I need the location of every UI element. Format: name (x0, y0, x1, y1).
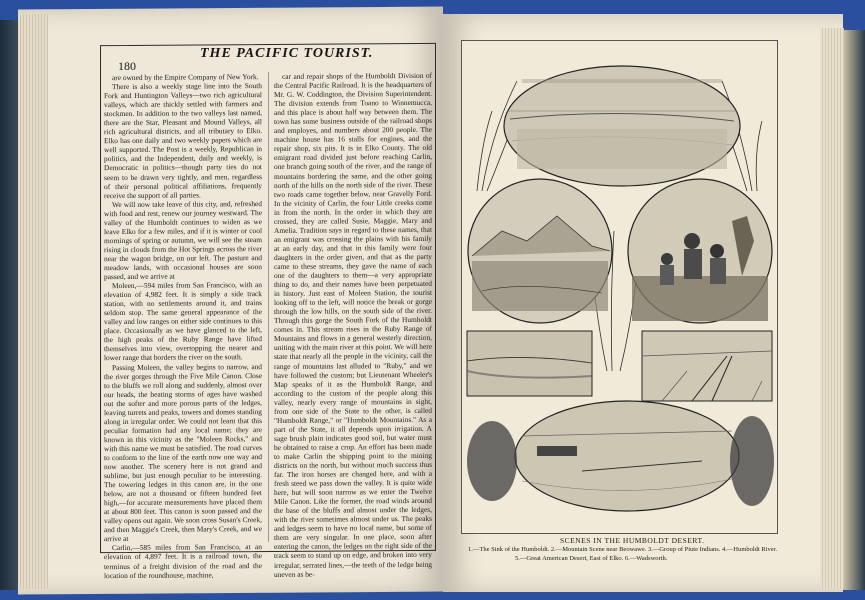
scene-group-of-piute-indians (628, 179, 772, 323)
page-number: 180 (118, 59, 136, 73)
text-column-right (274, 70, 432, 579)
paragraph: We will now take leave of this city, and, refreshed with food and rest, renew our journey westward. The valley of the Humboldt continues to widen as we leave Elko for a few miles, and if it is winter or cool mornings of spring or autumn, we will see the steam rising in clouds from the Hot Springs across the river near the wagon bridge, on our left. The pasture and meadow lands, with occasional houses are soon passed, and we arrive at (104, 198, 262, 282)
paragraph: Moleen,—594 miles from San Francisco, with an elevation of 4,982 feet. It is simply a side track station, with no settlements around it, and trains seldom stop. The same general appearance of the valley and low ranges on either side continues to this place. Occasionally as we have glanced to the left, the high peaks of the Ruby Range have lifted themselves into view, overtopping the nearer and lower range that borders the river on the south. (104, 280, 262, 363)
running-head (112, 34, 428, 73)
plate-caption-line: 1.—The Sink of the Humboldt. 2.—Mountain Scene near Beowawe. 3.—Group of Piute Indians. 4.—Humboldt River. (468, 546, 778, 553)
left-page-edges (18, 14, 48, 589)
paragraph: car and repair shops of the Humboldt Division of the Central Pacific Railroad. It is the headquarters of Mr. G. W. Coddington, the Division Superintendent. The division extends from Toano to Winnemucca, and this place is about half way between them. The town has some business outside of the railroad shops and employes, and numbers about 200 people. The machine house has 16 stalls for engines, and the repair shop, six pits. It is in Elko County. The old emigrant road divided just before reaching Carlin, one branch going south of the river, and the range of mountains bordering the same, and the other going north of the hills on the north side of the river. These two roads came together below, near Gravelly Ford. In the vicinity of Carlin, the four Little creeks come in from the north. In the order in which they are crossed, they are called Susie, Maggie, Mary and Amelia. Tradition says in regard to these names, that an emigrant was crossing the plains with his family at an early day, and that in this family were four daughters in the order given, and that as the party came to these streams, they gave the name of each one of the daughters to them—a very appropriate thing to do, and their names have been perpetuated in history. Just east of Moleen Station, the tourist looking off to the left, will notice the break or gorge through the low hills, on the south side of the river. Through this gorge the South Fork of the Humboldt comes in. This stream rises in the Ruby Range of Mountains and flows in a general westerly direction, uniting with the main river at this point. We will here state that nearly all the people in the vicinity, call the range of mountains last alluded to "Ruby," and we have followed the custom; but Lieutenant Wheeler's Map speaks of it as the Humboldt Range, and according to the custom of the people along this valley, nearly every range of mountains in sight, from one side of the State to the other, is called "Humboldt Range," or "Humboldt Mountains." As a part of the State, it all depends upon irrigation. A sage brush plain indicates good soil, but water must be obtained to raise a crop. An effort has been made to make Carlin the shipping point to the mining districts on the north, but without much success thus far. The iron horses are changed here, and with a fresh steed we pass down the valley. It is quite wide here, but will soon narrow as we enter the Twelve Mile Canon. Like the former, the road winds around the base of the bluffs and almost under the ledges, with the river sometimes almost under us. The peaks and ledges seem to have no local name, but some of them are very singular. In one place, soon after entering the canon, the ledges on the right side of the track seem to stand up on edge, and broken into very irregular, serrated lines,—the teeth of the ledge being uneven as be- (274, 70, 432, 579)
right-page-edges (820, 28, 844, 588)
scene-desert-east-of-elko (642, 331, 772, 401)
paragraph: Carlin,—585 miles from San Francisco, at an elevation of 4,897 feet. It is a railroad town, the terminus of a freight division of the road and the location of the roundhouse, machine, (104, 542, 262, 580)
engraving-plate (461, 40, 778, 534)
paragraph: are owned by the Empire Company of New York. (112, 72, 259, 83)
scene-sink-of-humboldt (504, 66, 740, 186)
scene-wadsworth (515, 401, 739, 511)
column-divider (268, 72, 269, 542)
scene-humboldt-river (467, 331, 592, 396)
scene-mountain-near-beowawe (468, 179, 612, 323)
book-cover-left (0, 20, 18, 590)
plate-caption-line: 5.—Great American Desert, East of Elko. 6.—Wadsworth. (515, 555, 668, 562)
plate-caption-title: SCENES IN THE HUMBOLDT DESERT. (560, 536, 705, 545)
running-head-title: THE PACIFIC TOURIST. (200, 46, 374, 61)
text-column-left (104, 72, 262, 580)
paragraph: There is also a weekly stage line into the South Fork and Huntington Valleys—two rich agricultural valleys, which are thickly settled with farmers and stockmen. In addition to the two valleys last named, there are the Star, Pleasant and Mound Valleys, all rich agricultural districts, and all tributary to Elko. Elko has one daily and two weekly papers which are well supported. The Post is a weekly, Republican in politics, and the Independent, daily and weekly, is Democratic in politics—though party ties do not seem to be drawn very tightly, and men, regardless of their personal political affiliations, frequently receive the support of all parties. (104, 81, 262, 200)
text-columns (104, 70, 434, 580)
book-cover-right (843, 30, 865, 590)
paragraph: Passing Moleen, the valley begins to narrow, and the river gorges through the Five Mile Canon. Close to the bluffs we roll along and suddenly, almost over our heads, the beating storms of ages have washed out the softer and more porous parts of the ledges, leaving turrets and peaks, towers and domes standing along in irregular order. We could not learn that this peculiar formation had any local name; they are known in this vicinity as the "Moleen Rocks," and with this name we must be satisfied. The road curves to conform to the line of the earth now one way and now another. The scenery here is not grand and sublime, but just enough peculiar to be interesting. The towering ledges in this canon are, in the one below, are not a thousand or fifteen hundred feet high,—for accurate measurements have placed them at about 800 feet. This canon is soon passed and the valley opens out again. We soon cross Susan's Creek, and then Maggie's Creek, then Mary's Creek, and we arrive at (104, 361, 262, 544)
